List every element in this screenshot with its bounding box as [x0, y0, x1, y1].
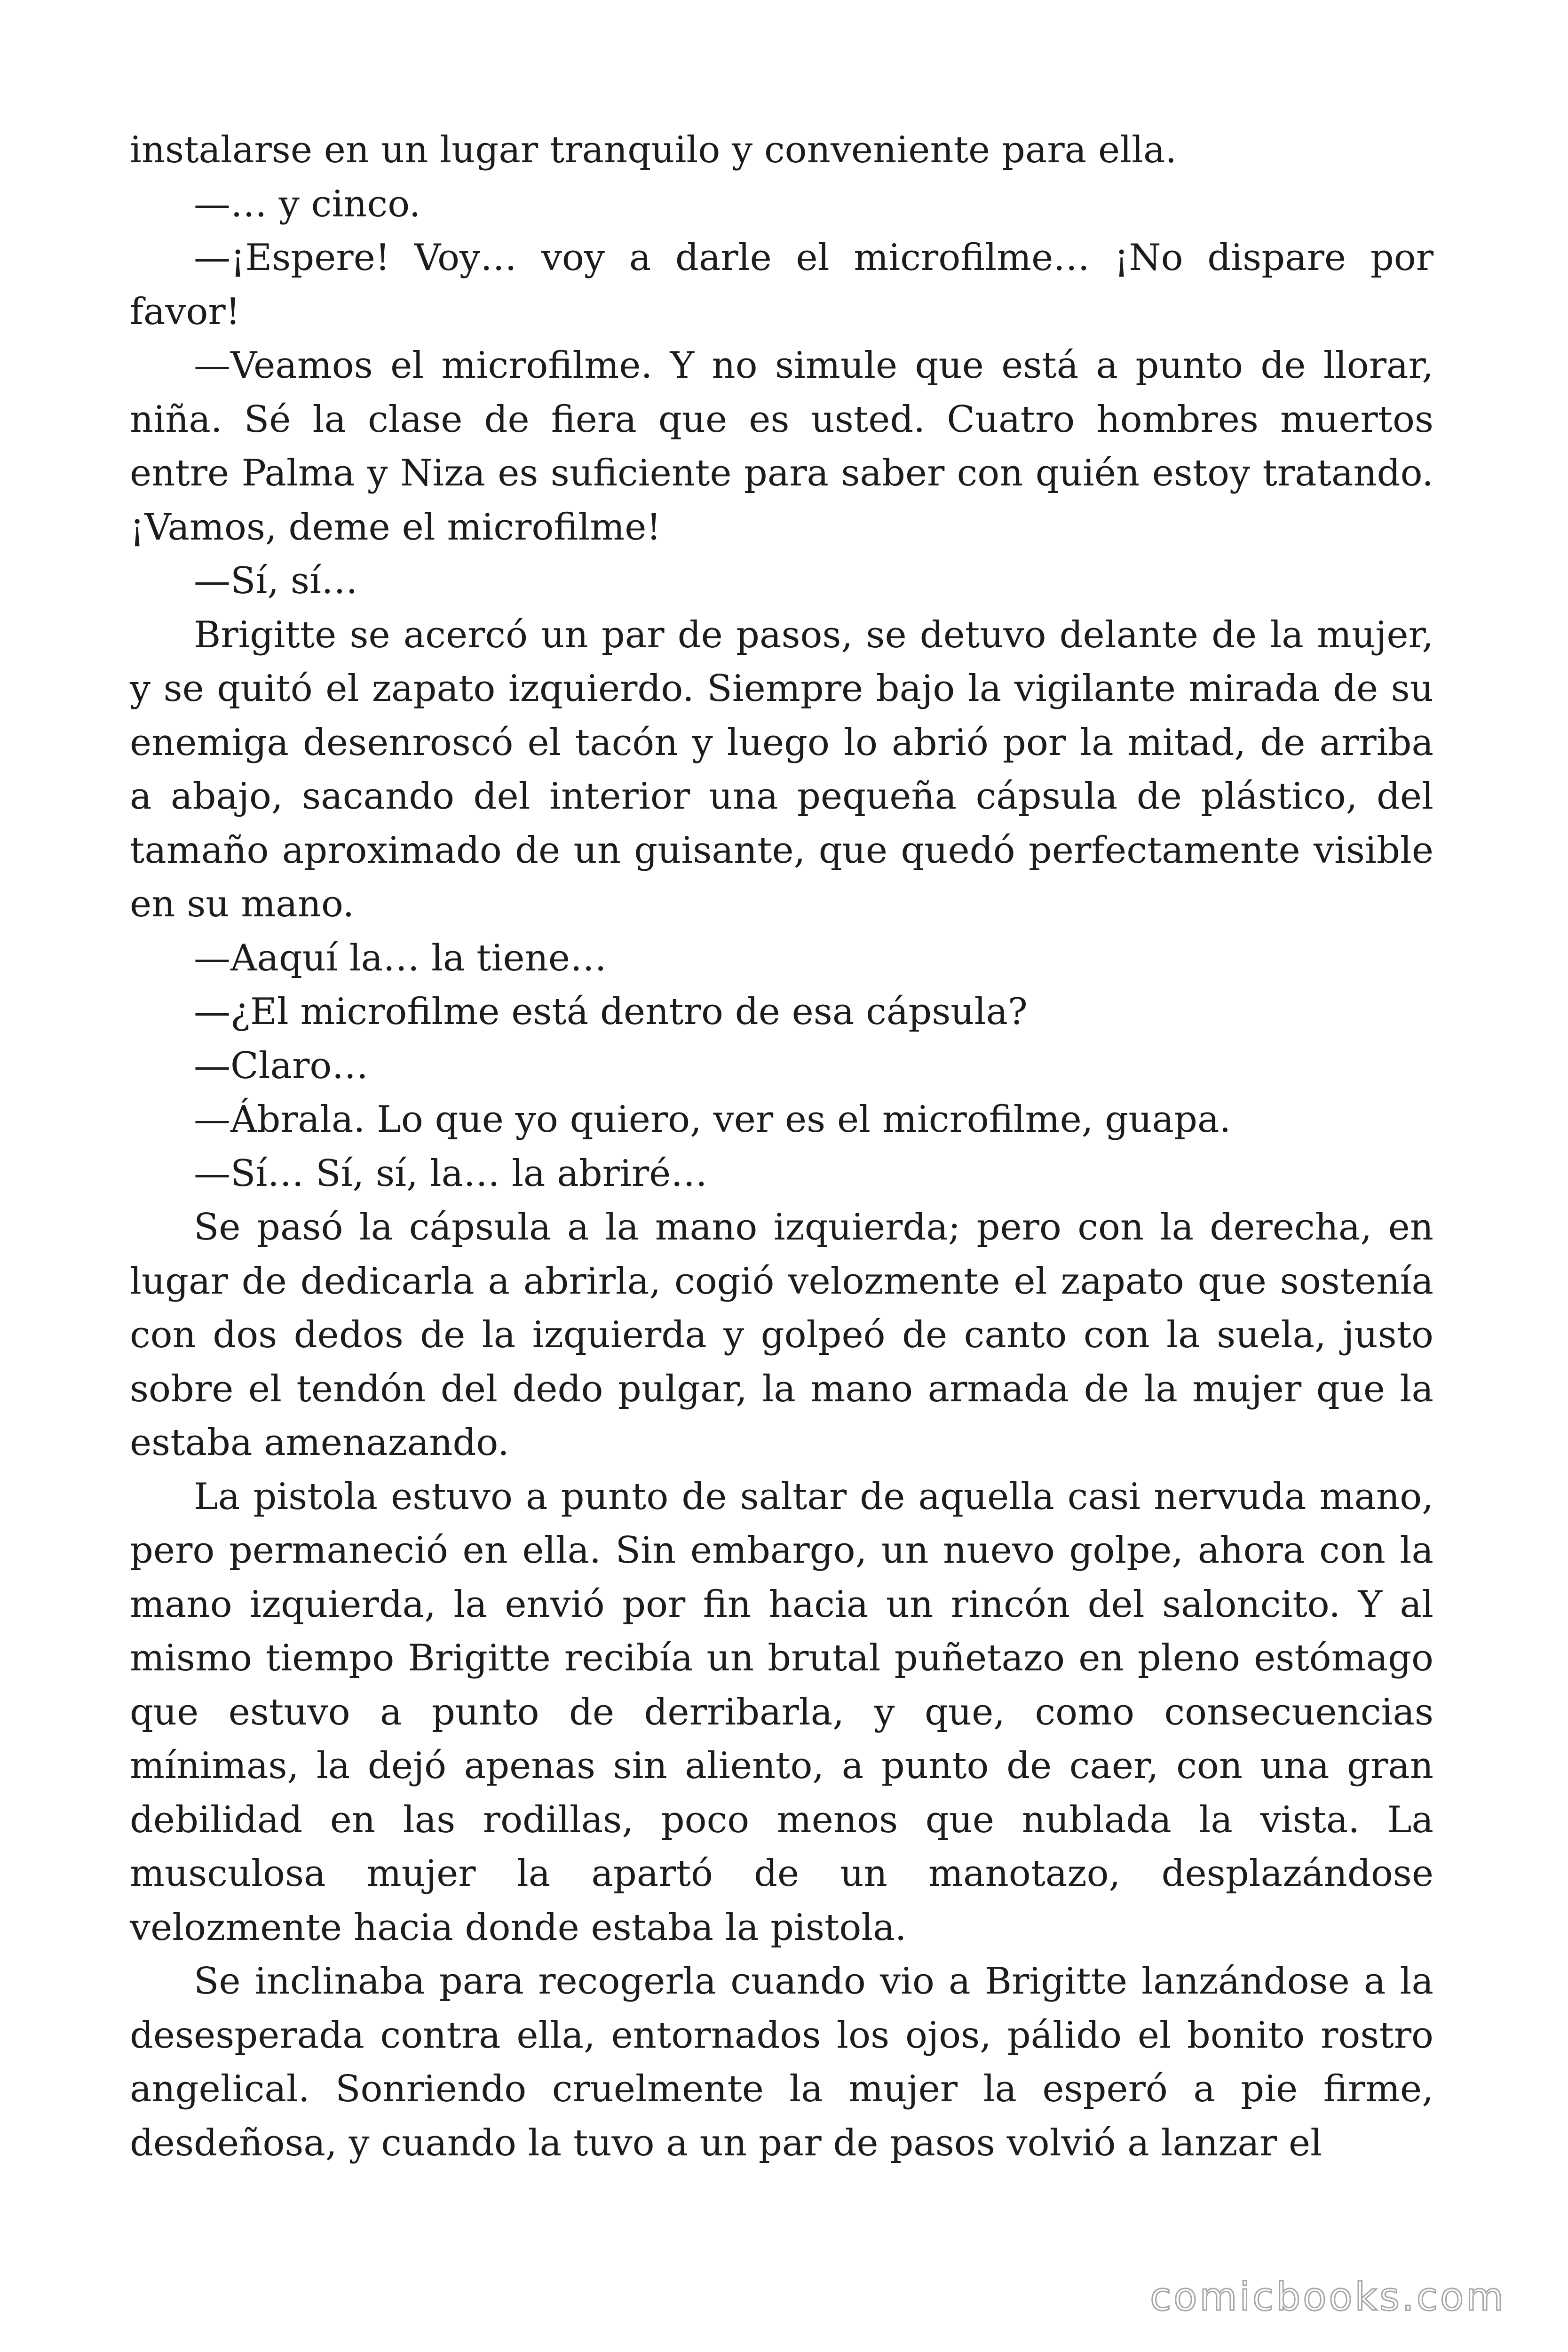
paragraph-14: Se inclinaba para recogerla cuando vio a Brigitte lanzándose a la desesperada contra ella, entornados los ojos, pálido el bonito rostro angelical. Sonriendo cruelmente la mujer la esperó a pie firme, desdeñosa, y cuando la tuvo a un par de pasos volvió a lanzar el [130, 1960, 1433, 2164]
paragraph-3: —¡Espere! Voy… voy a darle el microfilme… ¡No dispare por favor! [130, 237, 1433, 333]
paragraph-9: —Claro… [194, 1044, 369, 1087]
paragraph-5: —Sí, sí… [194, 560, 358, 602]
paragraph-8: —¿El microfilme está dentro de esa cápsula? [194, 991, 1028, 1033]
paragraph-12: Se pasó la cápsula a la mano izquierda; pero con la derecha, en lugar de dedicarla a abrirla, cogió velozmente el zapato que sostenía con dos dedos de la izquierda y golpeó de canto con la suela, justo sobre el tendón del dedo pulgar, la mano armada de la mujer que la estaba amenazando. [130, 1206, 1433, 1464]
watermark: comicbooks.com [1150, 2275, 1506, 2320]
paragraph-10: —Ábrala. Lo que yo quiero, ver es el microfilme, guapa. [194, 1098, 1231, 1141]
paragraph-11: —Sí… Sí, sí, la… la abriré… [194, 1152, 708, 1195]
paragraph-7: —Aaquí la… la tiene… [194, 937, 607, 979]
paragraph-2: —… y cinco. [194, 183, 421, 225]
paragraph-6: Brigitte se acercó un par de pasos, se detuvo delante de la mujer, y se quitó el zapato izquierdo. Siempre bajo la vigilante mirada de su enemiga desenroscó el tacón y luego lo abrió por la mitad, de arriba a abajo, sacando del interior una pequeña cápsula de plástico, del tamaño aproximado de un guisante, que quedó perfectamente visible en su mano. [130, 613, 1433, 925]
paragraph-13: La pistola estuvo a punto de saltar de aquella casi nervuda mano, pero permaneció en ella. Sin embargo, un nuevo golpe, ahora con la mano izquierda, la envió por fin hacia un rincón del saloncito. Y al mismo tiempo Brigitte recibía un brutal puñetazo en pleno estómago que estuvo a punto de derribarla, y que, como consecuencias mínimas, la dejó apenas sin aliento, a punto de caer, con una gran debilidad en las rodillas, poco menos que nublada la vista. La musculosa mujer la apartó de un manotazo, desplazándose velozmente hacia donde estaba la pistola. [130, 1475, 1433, 1949]
body-text [130, 123, 1433, 2170]
paragraph-4: —Veamos el microfilme. Y no simule que está a punto de llorar, niña. Sé la clase de fiera que es usted. Cuatro hombres muertos entre Palma y Niza es suficiente para saber con quién estoy tratando. ¡Vamos, deme el microfilme! [130, 344, 1433, 548]
paragraph-1: instalarse en un lugar tranquilo y conveniente para ella. [130, 129, 1177, 171]
